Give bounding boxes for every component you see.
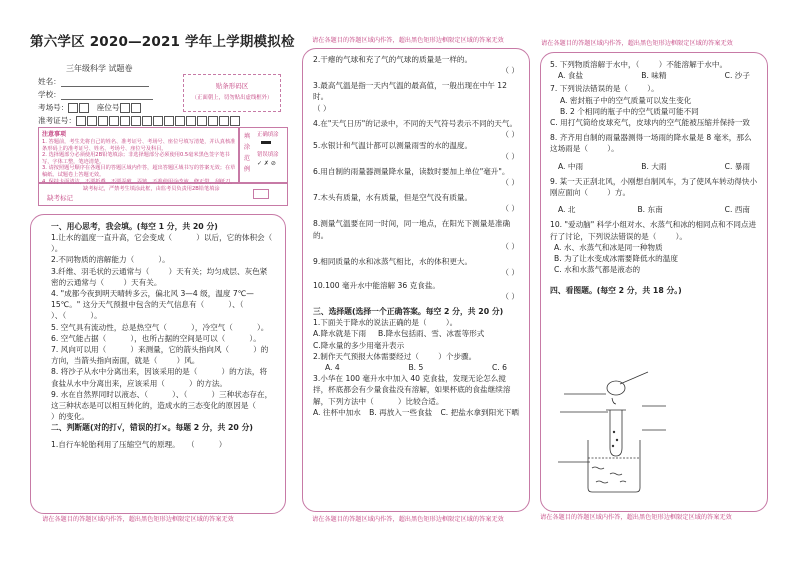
notes-item: 3. 请按照题号顺序在各题目的答题区域内作答，超出答题区域书写的答案无效；在草稿纸、试题卷上答题无效。 <box>42 165 236 178</box>
question: 5.水银计和气温计都可以测量雨雪的水的温度。 <box>313 140 473 150</box>
question: 3.最高气温是指一天内气温的最高值，一般出现在中午 12 时。 <box>313 81 510 102</box>
question: 1.让水的温度一直升高，它会变成（ ）以后，它的体积会（ ）。 <box>51 233 297 254</box>
option[interactable]: B.降水包括雨、雪、冰雹等形式 <box>378 329 485 339</box>
notice-top-3: 请在各题目的答题区域内作答，超出黑色矩形边框限定区域的答案无效 <box>541 40 733 47</box>
option[interactable]: B. 2 个相同的瓶子中的空气质量可能不同 <box>560 106 699 116</box>
option[interactable]: C. 把盐水拿到阳光下晒 <box>440 407 519 417</box>
question: 6. 空气能占据（ ），也所占据的空间是可以（ ）。 <box>51 333 261 343</box>
notice-top-2: 请在各题目的答题区域内作答，超出黑色矩形边框限定区域的答案无效 <box>312 37 504 44</box>
section1-heading: 一、用心思考，我会填。(每空 1 分，共 20 分) <box>51 222 218 231</box>
notes-item: 1. 答题前，考生先将自己的姓名、准考证号、考场号、座位号填写清楚，并认真核准条形码上的准考证号、姓名、考场号、座位号及科目。 <box>42 139 236 152</box>
fill-wrong: 错误填涂 <box>257 152 279 158</box>
glass-plate <box>620 372 648 384</box>
beaker-shape <box>588 440 640 492</box>
question: 7.木头有质量，水有质量，但是空气没有质量。 <box>313 193 473 203</box>
question: 4.在"天气日历"的记录中，不同的天气符号表示不同的天气。 <box>313 118 518 128</box>
fill-label: 例 <box>243 166 251 173</box>
option[interactable]: B. 再放入一些食盐 <box>369 407 433 417</box>
option[interactable]: A. 北 <box>558 205 576 215</box>
question: 7. 下列说法错误的是（ ）。 <box>550 84 659 94</box>
question: 3.小华在 100 毫升水中加入 40 克食盐，发现无论怎么搅拌，杯底都会有少量食盐没有溶解，如果杯底的食盐继续溶解，下列方法中（ ）比较合适。 <box>313 374 511 406</box>
question: 2.不同物质的溶解能力（ ）。 <box>51 255 170 265</box>
notice-bottom-1: 请在各题目的答题区域内作答，超出黑色矩形边框限定区域的答案无效 <box>42 516 234 523</box>
question: 4. "成都今夜到明天晴转多云，偏北风 3—4 级，温度 7℃—15℃。" 这分天气预报中包含的天气信息有（ ）、（ ）、（ ）。 <box>51 289 268 321</box>
wrong-mark-icon: ✓ ✗ ⊘ <box>257 160 276 167</box>
option[interactable]: C. 沙子 <box>724 71 750 81</box>
missing-box <box>38 182 288 206</box>
exam-no-field[interactable] <box>38 102 142 113</box>
barcode-note: （正面朝上，切勿贴出虚线框外） <box>191 95 273 101</box>
option[interactable]: A. 往杯中加水 <box>313 407 361 417</box>
option[interactable]: C.降水量的多少用毫升表示 <box>313 340 405 350</box>
question: 10. "爱动脑" 科学小组对水、水蒸气和冰的相同点和不同点进行了讨论，下列说法错误的是（ ）。 <box>550 220 757 241</box>
barcode-area <box>183 74 281 112</box>
water-wave-marks <box>592 467 626 483</box>
question: 8.测量气温要在同一时间，同一地点，在阳光下测量是准确的。 <box>313 219 511 240</box>
notice-bottom-3: 请在各题目的答题区域内作答，超出黑色矩形边框限定区域的答案无效 <box>540 514 732 521</box>
filled-mark-icon <box>261 141 271 144</box>
answer-paren[interactable]: （ ） <box>501 66 519 76</box>
option[interactable]: A.降水就是下雨 <box>313 329 367 339</box>
answer-paren[interactable]: （ ） <box>501 292 519 302</box>
option[interactable]: C. 6 <box>492 363 507 373</box>
question: 2.干瘪的气球和充了气的气球的质量是一样的。 <box>313 55 473 64</box>
question: 10.100 毫升水中能溶解 36 克食盐。 <box>313 281 441 291</box>
question: 1.自行车轮胎利用了压缩空气的原理。 （ ） <box>51 440 227 450</box>
ticket-no-field[interactable] <box>38 115 241 126</box>
option[interactable]: C. 西南 <box>724 205 750 215</box>
missing-note: 缺考标记，严禁考生填涂此框，由监考员负责用2B铅笔填涂 <box>83 186 220 192</box>
fill-correct: 正确填涂 <box>257 132 279 138</box>
question: 9. 水在自然界同时以液态、（ ）、（ ）三种状态存在，这三种状态是可以相互转化的，造成水的三态变化的原因是（ ）的变化。 <box>51 389 281 422</box>
notes-item: 4. 保持卡面清洁，不要折叠、不要弄破、弄皱，不准使用涂改液、修正带、刮纸刀。 <box>42 178 236 185</box>
missing-checkbox[interactable] <box>253 189 269 199</box>
notice-bottom-2: 请在各题目的答题区域内作答，超出黑色矩形边框限定区域的答案无效 <box>312 516 504 523</box>
answer-paren[interactable]: （ ） <box>501 241 519 251</box>
barcode-title: 贴条形码区 <box>215 82 249 90</box>
name-label: 姓名： <box>38 77 61 86</box>
fill-label: 填 <box>243 133 251 140</box>
answer-paren[interactable]: （ ） <box>501 268 519 278</box>
section2-heading: 二、判断题(对的打√，错误的打×。每题 2 分，共 20 分) <box>51 423 253 433</box>
school-label: 学校： <box>38 90 61 99</box>
option[interactable]: A. 4 <box>325 363 340 373</box>
answer-paren[interactable]: （ ） <box>501 129 519 139</box>
heating-apparatus-figure <box>550 370 670 500</box>
question: 9. 某一天正刮北风，小刚想自制风车，为了使风车转动得快小刚应面向（ ）方。 <box>550 176 758 198</box>
fill-label: 涂 <box>243 144 251 151</box>
section3-heading: 三、选择题(选择一个正确答案。每空 2 分，共 20 分) <box>313 307 504 317</box>
notes-title: 注意事项 <box>42 131 67 138</box>
grade-title: 三年级科学 试题卷 <box>66 64 133 73</box>
exam-no-label: 考场号： <box>38 103 69 112</box>
question: 6.用自制的雨量器测量降水量，读数时要加上单位"毫升"。 <box>313 167 510 177</box>
name-field[interactable] <box>38 76 149 87</box>
answer-paren[interactable]: （ ） <box>313 103 331 113</box>
column2 <box>313 54 519 418</box>
school-field[interactable] <box>38 89 153 100</box>
option[interactable]: C. 水和水蒸气都是液态的 <box>554 265 641 275</box>
page-title: 第六学区 2020—2021 学年上学期模拟检 <box>30 34 295 50</box>
question: 9.相同质量的水和冰蒸气相比，水的体积更大。 <box>313 256 473 266</box>
column3 <box>550 59 758 296</box>
fill-example <box>238 127 288 184</box>
question: 5. 下列物质溶解于水中，（ ）不能溶解于水中。 <box>550 60 728 69</box>
question: 2.制作天气预报大体需要经过（ ）个步骤。 <box>313 351 477 361</box>
steam-trail <box>612 398 616 404</box>
question: 7. 风向可以用（ ）来测量，它的箭头指向风（ ）的方向，当箭头指向南面，就是（ ）风。 <box>51 345 269 366</box>
option[interactable]: C. 用打气筒给皮球充气，皮球内的空气能被压缩并保持一致 <box>550 118 750 128</box>
option[interactable]: B. 大雨 <box>641 161 667 171</box>
question: 5. 空气具有流动性，总是热空气（ ），冷空气（ ）。 <box>51 322 269 332</box>
notes-item: 2. 选择题部分必须使用2B铅笔填涂；非选择题部分必须使用0.5毫米黑色签字笔书写，字体工整，笔迹清楚。 <box>42 152 230 165</box>
seat-no-label: 座位号 <box>96 103 120 112</box>
option[interactable]: B. 味精 <box>641 71 667 81</box>
section4-heading: 四、看图题。(每空 2 分，共 18 分。) <box>550 286 682 296</box>
missing-label: 缺考标记 <box>47 194 73 202</box>
question: 8. 齐齐用自制的雨量器测得一场雨的降水量是 8 毫米，那么这场雨是（ ）。 <box>550 133 752 154</box>
answer-paren[interactable]: （ ） <box>501 178 519 188</box>
ticket-no-label: 准考证号： <box>38 116 76 125</box>
option[interactable]: A. 食盐 <box>558 71 584 81</box>
question: 3.纤维、羽毛状的云通常与（ ）天有关；均匀成层、灰色紧密的云通常与（ ）天有关。 <box>51 266 268 287</box>
option[interactable]: C. 暴雨 <box>724 161 750 171</box>
answer-paren[interactable]: （ ） <box>501 204 519 214</box>
question: 8. 将沙子从水中分离出来，因该采用的是（ ）的方法，将食盐从水中分离出来，应该采用（ ）的方法。 <box>51 367 268 388</box>
question: 1.下面关于降水的说法正确的是（ ）。 <box>313 318 458 328</box>
option[interactable]: A. 水、水蒸气和冰是同一种物质 <box>554 242 663 252</box>
option[interactable]: A. 密封瓶子中的空气质量可以发生变化 <box>560 95 692 105</box>
test-tube-shape <box>610 410 622 456</box>
option[interactable]: B. 5 <box>408 363 424 373</box>
fill-label: 范 <box>243 155 251 162</box>
option[interactable]: B. 东南 <box>637 205 663 215</box>
option[interactable]: A. 中雨 <box>558 161 584 171</box>
option[interactable]: B. 为了让水变成冰需要降低水的温度 <box>554 254 678 264</box>
notes-box <box>38 127 240 184</box>
section1 <box>51 221 297 451</box>
answer-paren[interactable]: （ ） <box>501 152 519 162</box>
